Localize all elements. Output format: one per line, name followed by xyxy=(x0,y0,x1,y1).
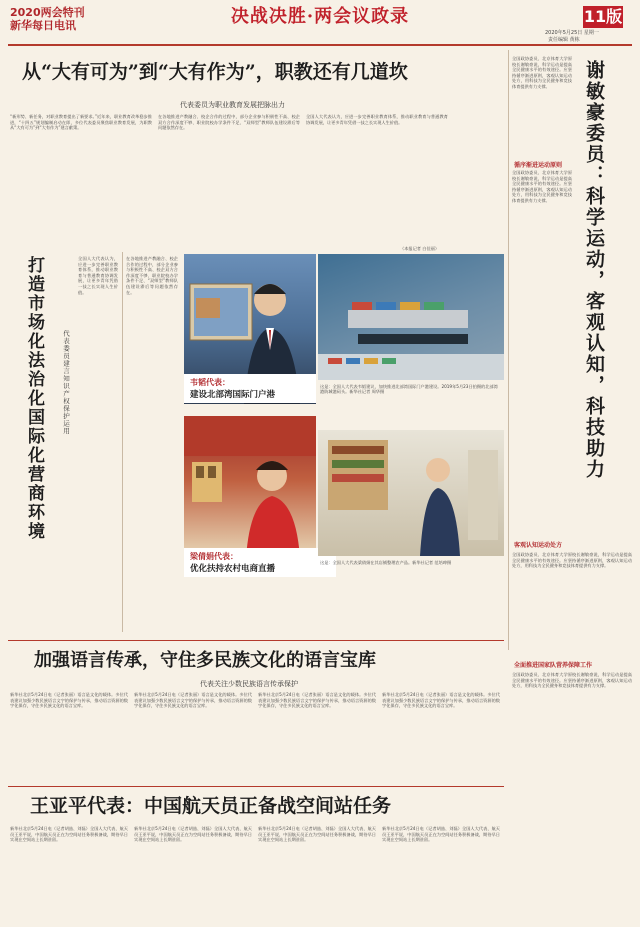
article4-rule xyxy=(8,786,504,787)
port-caption: 这是：全国人大代表韦韬建议，加快推进北部湾国际门户港建设。2019年5月23日拍摄的北部湾港防城港码头。新华社记者 周华摄 xyxy=(320,384,498,395)
shop-illustration xyxy=(184,416,316,558)
photo1-quote: 建设北部湾国际门户港 xyxy=(190,390,276,400)
masthead: 决战决胜·两会议政录 xyxy=(230,6,410,27)
edition-line1: 2020两会特刊 xyxy=(10,6,85,19)
article3-col1: 新华社北京5月24日电（记者张丽）语言是文化的载体。多位代表建议加强少数民族语言文字的保护与传承，推动语言资源的数字化保存，守住多民族文化的语言宝库。 xyxy=(10,692,128,709)
right-subhead-3: 全面推进国家队营养保障工作 xyxy=(514,662,593,669)
left-article-body: 在各地推进产教融合、校企合作的过程中，部分企业参与积极性不高、校企双方合作深度不够、职业院校办学条件不足、“双师型”教师队伍建设滞后等问题依然存在。 xyxy=(126,256,178,295)
photo3-name: 梁倩娟代表： xyxy=(190,552,238,561)
edition-line2: 新华每日电讯 xyxy=(10,19,76,32)
photo3-caption xyxy=(184,548,336,577)
article4-title: 王亚平代表：中国航天员正备战空间站任务 xyxy=(30,795,392,817)
article1-subtitle: 代表委员为职业教育发展把脉出力 xyxy=(180,101,285,109)
article3-rule xyxy=(8,640,504,641)
left-article-body-2: 全国人大代表认为，应进一步完善职业教育体系，推动职业教育与普通教育协调发展，让更多青年凭借一技之长实现人生价值。 xyxy=(78,256,118,295)
right-col-body: 全国政协委员、北京体育大学原校长谢敏豪说，科学运动是提高全民健康水平的有效途径。应坚持循序渐进原则，客观认知运动处方，用科技为全民健身和竞技体育提供有力支撑。 xyxy=(512,170,572,203)
port-illustration xyxy=(318,254,504,380)
edition-label xyxy=(10,6,85,32)
article1-col1: “新形势、新任务，对职业教育提出了新要求。”近年来，职业教育改革稳步推进，“十四五”规划编制启动在即，多位代表委员聚焦职业教育发展，为职教从“大有可为”到“大有作为”建言献策。 xyxy=(10,114,152,131)
right-vertical-title: 谢敏豪委员：科学运动，客观认知，科技助力 xyxy=(583,60,605,480)
article1-col3: 全国人大代表认为，应进一步完善职业教育体系，推动职业教育与普通教育协调发展，让更多青年凭借一技之长实现人生价值。 xyxy=(306,114,448,125)
right-col-body-3: 全国政协委员、北京体育大学原校长谢敏豪说，科学运动是提高全民健康水平的有效途径。应坚持循序渐进原则，客观认知运动处方，用科技为全民健身和竞技体育提供有力支撑。 xyxy=(512,672,632,689)
editor-line: 责任编辑 黄栋 xyxy=(548,37,580,43)
article1-title: 从“大有可为”到“大有作为”，职教还有几道坎 xyxy=(22,61,408,83)
photo-port xyxy=(318,254,504,380)
left-column-divider xyxy=(122,252,123,632)
article1-col2: 在各地推进产教融合、校企合作的过程中，部分企业参与积极性不高、校企双方合作深度不够、职业院校办学条件不足、“双师型”教师队伍建设滞后等问题依然存在。 xyxy=(158,114,300,131)
shop-caption: 这是：全国人大代表梁倩娟在其店铺整理农产品。新华社记者 范培珅摄 xyxy=(320,560,452,565)
photo1-name: 韦韬代表： xyxy=(190,378,230,387)
article4-col2: 新华社北京5月24日电（记者胡喆、刘磊）全国人大代表、航天员王亚平说，中国航天员正在为空间站任务积极备战，期待早日实现在空间站上长期驻留。 xyxy=(134,826,252,843)
shop-interior-illustration xyxy=(318,430,504,556)
right-subhead-1: 循序渐进运动原则 xyxy=(514,162,563,169)
photo3-quote: 优化扶持农村电商直播 xyxy=(190,564,276,574)
right-subhead-2: 客观认知运动处方 xyxy=(514,542,563,549)
article3-col2: 新华社北京5月24日电（记者张丽）语言是文化的载体。多位代表建议加强少数民族语言文字的保护与传承，推动语言资源的数字化保存，守住多民族文化的语言宝库。 xyxy=(134,692,252,709)
right-col-intro: 全国政协委员、北京体育大学原校长谢敏豪说，科学运动是提高全民健康水平的有效途径。应坚持循序渐进原则，客观认知运动处方，用科技为全民健身和竞技体育提供有力支撑。 xyxy=(512,56,572,89)
photo1-caption xyxy=(184,374,316,403)
right-col-body-2: 全国政协委员、北京体育大学原校长谢敏豪说，科学运动是提高全民健康水平的有效途径。应坚持循序渐进原则，客观认知运动处方，用科技为全民健身和竞技体育提供有力支撑。 xyxy=(512,552,632,569)
left-vertical-title: 打造市场化法治化国际化营商环境 xyxy=(24,256,44,541)
photo-shop-interior xyxy=(318,430,504,556)
article4-col4: 新华社北京5月24日电（记者胡喆、刘磊）全国人大代表、航天员王亚平说，中国航天员正在为空间站任务积极备战，期待早日实现在空间站上长期驻留。 xyxy=(382,826,500,843)
article1-byline: （本报记者 白佳丽） xyxy=(400,246,440,251)
left-vertical-subtitle: 代表委员建言知识产权保护运用 xyxy=(62,330,70,435)
header-rule xyxy=(8,44,632,46)
article3-col4: 新华社北京5月24日电（记者张丽）语言是文化的载体。多位代表建议加强少数民族语言文字的保护与传承，推动语言资源的数字化保存，守住多民族文化的语言宝库。 xyxy=(382,692,500,709)
date-line: 2020年5月25日 星期一 xyxy=(545,30,599,36)
article3-subtitle: 代表关注少数民族语言传承保护 xyxy=(200,680,298,688)
article4-col1: 新华社北京5月24日电（记者胡喆、刘磊）全国人大代表、航天员王亚平说，中国航天员正在为空间站任务积极备战，期待早日实现在空间站上长期驻留。 xyxy=(10,826,128,843)
article4-col3: 新华社北京5月24日电（记者胡喆、刘磊）全国人大代表、航天员王亚平说，中国航天员正在为空间站任务积极备战，期待早日实现在空间站上长期驻留。 xyxy=(258,826,376,843)
page-number: 11版 xyxy=(583,7,623,26)
photo-liang-qianjuan xyxy=(184,416,316,558)
article3-title: 加强语言传承，守住多民族文化的语言宝库 xyxy=(34,650,376,671)
right-column-divider xyxy=(508,50,509,650)
article3-col3: 新华社北京5月24日电（记者张丽）语言是文化的载体。多位代表建议加强少数民族语言文字的保护与传承，推动语言资源的数字化保存，守住多民族文化的语言宝库。 xyxy=(258,692,376,709)
